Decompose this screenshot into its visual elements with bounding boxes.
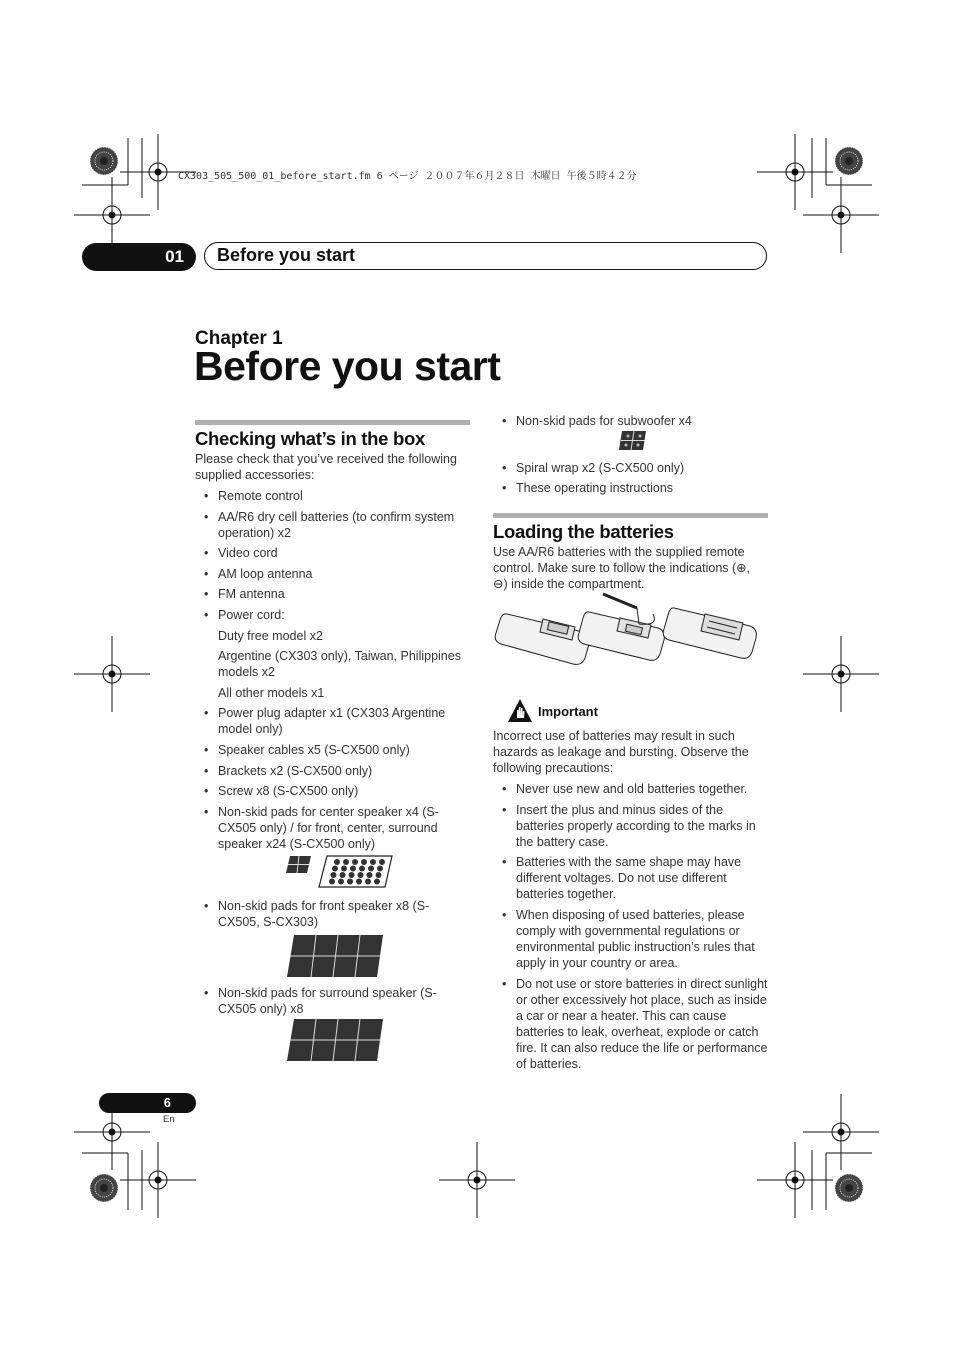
list-item: • Insert the plus and minus sides of the batteries properly according to the marks in the battery case.: [493, 802, 768, 850]
list-item: • Spiral wrap x2 (S-CX500 only): [493, 460, 768, 476]
list-item: • Video cord: [195, 545, 470, 561]
chapter-tab-title: Before you start: [204, 242, 767, 270]
list-item: • Do not use or store batteries in direct sunlight or other excessively hot place, such as inside a car or near a heater. This can cause batteries to leak, overheat, explode or catch fire. It can also reduce the life or performance of batteries.: [493, 976, 768, 1072]
power-cord-sub: Duty free model x2: [218, 628, 323, 643]
box-intro: Please check that you’ve received the following supplied accessories:: [195, 452, 457, 482]
right-column: [493, 413, 768, 1076]
accessory-list-3: [195, 898, 470, 930]
important-text: Incorrect use of batteries may result in such hazards as leakage and bursting. Observe the following precautions:: [493, 729, 749, 776]
list-item: • FM antenna: [195, 586, 470, 602]
page-language: En: [163, 1114, 175, 1125]
list-item: • These operating instructions: [493, 480, 768, 496]
precautions-list: [493, 781, 768, 1071]
batteries-intro: Use AA/R6 batteries with the supplied remote control. Make sure to follow the indications (⊕, ⊖) inside the compartment.: [493, 545, 751, 592]
section-heading-box: Checking what’s in the box: [195, 428, 425, 449]
chapter-number-tab: 01: [82, 243, 196, 271]
list-item: • When disposing of used batteries, please comply with governmental regulations or environmental public instruction’s rules that apply in your country or area.: [493, 907, 768, 971]
accessory-list-2: [195, 705, 470, 851]
power-cord-sub: All other models x1: [218, 685, 325, 700]
list-item: • Power plug adapter x1 (CX303 Argentine model only): [195, 705, 470, 737]
battery-loading-illustration: [493, 602, 768, 684]
list-item: • Non-skid pads for surround speaker (S-CX505 only) x8: [195, 985, 470, 1017]
chapter-title: Before you start: [194, 343, 501, 389]
list-item: • Non-skid pads for front speaker x8 (S-CX505, S-CX303): [195, 898, 470, 930]
center-pads-illustration: [195, 856, 470, 892]
accessory-list-right-2: [493, 460, 768, 497]
section-rule: [493, 513, 768, 518]
section-rule: [195, 420, 470, 425]
list-item: • AA/R6 dry cell batteries (to confirm system operation) x2: [195, 509, 470, 541]
list-item: • Never use new and old batteries together.: [493, 781, 768, 797]
important-label: Important: [538, 703, 598, 719]
subwoofer-pads-illustration: [493, 431, 768, 453]
page-number: 6: [99, 1093, 196, 1113]
accessory-list-right: [493, 413, 768, 429]
list-item: • Speaker cables x5 (S-CX500 only): [195, 742, 470, 758]
section-heading-batteries: Loading the batteries: [493, 521, 674, 543]
list-item: • Remote control: [195, 488, 470, 504]
important-row: [493, 698, 768, 724]
list-item: • Batteries with the same shape may have different voltages. Do not use different batteries together.: [493, 854, 768, 902]
chapter-label: Chapter 1: [195, 328, 283, 349]
accessory-list-4: [195, 985, 470, 1017]
surround-pads-illustration: [195, 1019, 470, 1063]
list-item: • Non-skid pads for center speaker x4 (S-CX505 only) / for front, center, surround speaker x24 (S-CX500 only): [195, 804, 470, 852]
list-item: • Non-skid pads for subwoofer x4: [493, 413, 768, 429]
front-pads-illustration: [195, 935, 470, 979]
file-info: CX303_505_500_01_before_start.fm 6 ページ ２００７年６月２８日 木曜日 午後５時４２分: [178, 171, 637, 182]
warning-hand-icon: [507, 698, 533, 724]
list-item: • Screw x8 (S-CX500 only): [195, 783, 470, 799]
list-item: • Power cord:: [195, 607, 470, 623]
power-cord-sub: Argentine (CX303 only), Taiwan, Philippines models x2: [218, 649, 461, 680]
left-column: [195, 420, 470, 1063]
list-item: • Brackets x2 (S-CX500 only): [195, 763, 470, 779]
accessory-list: [195, 488, 470, 623]
list-item: • AM loop antenna: [195, 566, 470, 582]
